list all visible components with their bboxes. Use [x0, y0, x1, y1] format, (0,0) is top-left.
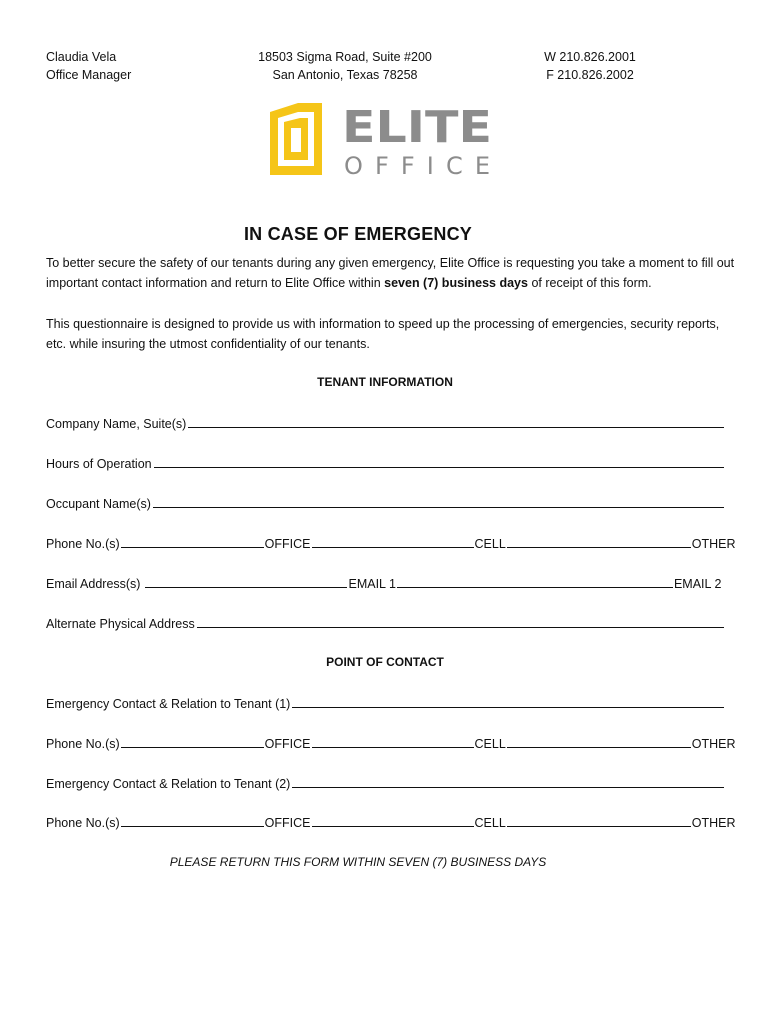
- other-label: OTHER: [691, 737, 736, 751]
- intro-paragraph-1: [46, 253, 736, 293]
- address-line-1: 18503 Sigma Road, Suite #200: [258, 50, 432, 64]
- intro-paragraph-2: This questionnaire is designed to provide us with information to speed up the processing of emergencies, security reports, etc. while insuring the utmost confidentiality of our tenants.: [46, 317, 720, 351]
- phone-label: Phone No.(s): [46, 737, 120, 751]
- return-instructions: PLEASE RETURN THIS FORM WITHIN SEVEN (7) BUSINESS DAYS: [169, 855, 547, 869]
- intro-text-start: To better secure the safety of our tenants during any given emergency, Elite Office is requesting you take a moment to fill out important contact information and return to Elite Office within: [46, 256, 735, 290]
- alternate-address-field[interactable]: [46, 613, 726, 631]
- occupant-blank[interactable]: [153, 507, 724, 508]
- emergency-contact-1-phone-row: [46, 733, 736, 751]
- email-2-label: EMAIL 2: [673, 577, 722, 591]
- manager-name: Claudia Vela: [46, 50, 117, 64]
- logo-graphic: [268, 100, 498, 180]
- cell-label: CELL: [474, 816, 506, 830]
- company-name-field[interactable]: [46, 413, 726, 431]
- emergency-contact-2-label: Emergency Contact & Relation to Tenant (2): [46, 777, 291, 791]
- occupant-names-field[interactable]: [46, 493, 726, 511]
- logo-word-elite: ELITE: [342, 102, 492, 153]
- email-1-blank[interactable]: [145, 587, 347, 588]
- office-phone-blank[interactable]: [121, 747, 264, 748]
- manager-title: Office Manager: [46, 68, 132, 82]
- point-of-contact-heading: POINT OF CONTACT: [326, 655, 444, 669]
- other-phone-blank[interactable]: [507, 547, 691, 548]
- hours-label: Hours of Operation: [46, 457, 152, 471]
- cell-phone-blank[interactable]: [312, 747, 474, 748]
- emergency-contact-1-label: Emergency Contact & Relation to Tenant (1): [46, 697, 291, 711]
- intro-deadline: seven (7) business days: [384, 276, 528, 290]
- header-contact-person: [46, 48, 131, 84]
- emergency-contact-2-blank[interactable]: [292, 787, 724, 788]
- phone-label: Phone No.(s): [46, 537, 120, 551]
- emergency-contact-1-field[interactable]: [46, 693, 726, 711]
- hours-blank[interactable]: [154, 467, 724, 468]
- emergency-contact-2-phone-row: [46, 812, 736, 830]
- cell-phone-blank[interactable]: [312, 547, 474, 548]
- elite-office-logo: [268, 100, 498, 180]
- company-name-blank[interactable]: [188, 427, 724, 428]
- fax-number: F 210.826.2002: [546, 68, 634, 82]
- office-label: OFFICE: [264, 537, 311, 551]
- occupant-label: Occupant Name(s): [46, 497, 151, 511]
- emergency-contact-2-field[interactable]: [46, 773, 726, 791]
- emergency-contact-1-blank[interactable]: [292, 707, 724, 708]
- other-phone-blank[interactable]: [507, 826, 691, 827]
- company-name-label: Company Name, Suite(s): [46, 417, 187, 431]
- email-1-label: EMAIL 1: [348, 577, 396, 591]
- form-title: IN CASE OF EMERGENCY: [243, 224, 473, 244]
- logo-emblem-slot: [291, 128, 301, 152]
- office-label: OFFICE: [264, 737, 311, 751]
- office-phone-blank[interactable]: [121, 547, 264, 548]
- cell-label: CELL: [474, 737, 506, 751]
- office-phone-blank[interactable]: [121, 826, 264, 827]
- tenant-phone-row: [46, 533, 736, 551]
- other-label: OTHER: [691, 816, 736, 830]
- tenant-email-row: [46, 573, 726, 591]
- email-2-blank[interactable]: [397, 587, 673, 588]
- other-phone-blank[interactable]: [507, 747, 691, 748]
- header-phone-fax: [520, 48, 660, 84]
- cell-phone-blank[interactable]: [312, 826, 474, 827]
- tenant-information-heading: TENANT INFORMATION: [317, 375, 453, 389]
- cell-label: CELL: [474, 537, 506, 551]
- header-address: [230, 48, 460, 84]
- intro-text-end: of receipt of this form.: [527, 276, 652, 290]
- logo-word-office: OFFICE: [344, 152, 490, 180]
- work-phone: W 210.826.2001: [544, 50, 636, 64]
- alternate-address-blank[interactable]: [197, 627, 724, 628]
- address-line-2: San Antonio, Texas 78258: [272, 68, 418, 82]
- office-label: OFFICE: [264, 816, 311, 830]
- phone-label: Phone No.(s): [46, 816, 120, 830]
- hours-of-operation-field[interactable]: [46, 453, 726, 471]
- alternate-address-label: Alternate Physical Address: [46, 617, 195, 631]
- other-label: OTHER: [691, 537, 736, 551]
- email-label: Email Address(s): [46, 577, 141, 591]
